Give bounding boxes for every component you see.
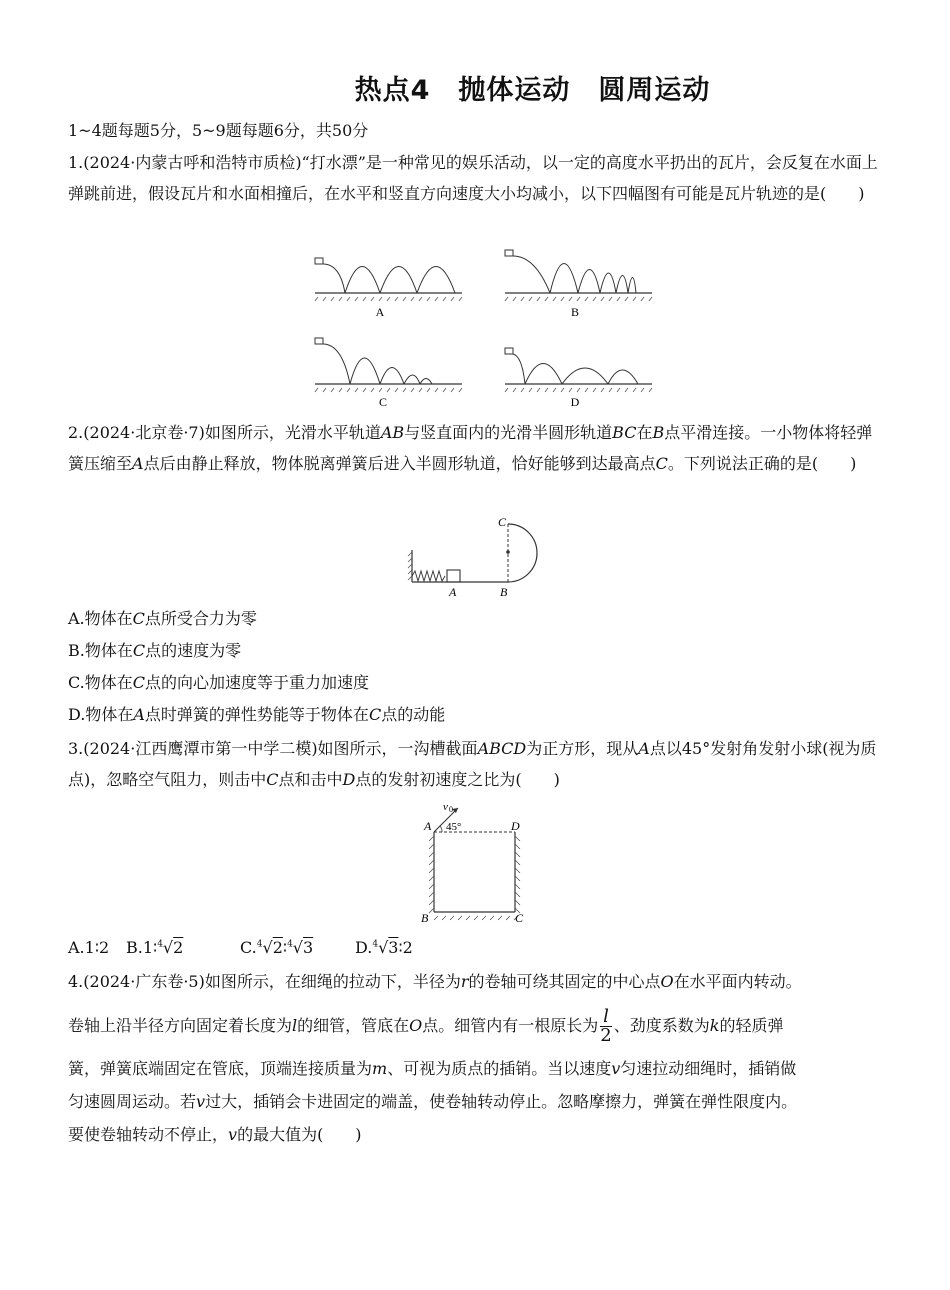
label-c: C — [378, 395, 388, 409]
question-3-option-d: D.$^4$√3∶2 — [355, 938, 413, 957]
label-v0: v — [443, 801, 448, 813]
trajectory-panel-a — [315, 258, 462, 319]
question-4-line-1: 4.(2024·广东卷·5)如图所示，在细绳的拉动下，半径为r的卷轴可绕其固定的中心点O在水平面内转动。 — [68, 972, 802, 991]
page-title: 热点4 抛体运动 圆周运动 — [354, 75, 711, 106]
question-2-figure — [400, 512, 550, 600]
label-point-a: A — [424, 819, 432, 833]
label-point-b: B — [500, 585, 508, 599]
scoring-info: 1~4题每题5分，5~9题每题6分，共50分 — [68, 121, 369, 140]
question-3-option-b: B.1∶$^4$√2 — [126, 938, 184, 957]
question-4-line-4: 匀速圆周运动。若v过大，插销会卡进固定的端盖，使卷轴转动停止。忽略摩擦力，弹簧在弹性限度内。 — [68, 1092, 798, 1111]
question-3-text: 3.(2024·江西鹰潭市第一中学二模)如图所示，一沟槽截面ABCD为正方形，现从A点以45°发射角发射小球(视为质点)，忽略空气阻力，则击中C点和击中D点的发射初速度之比为( ) — [68, 739, 877, 789]
question-4-line-5: 要使卷轴转动不停止，v的最大值为( ) — [68, 1125, 362, 1144]
label-v0-subscript: 0 — [449, 805, 453, 814]
label-angle: 45° — [446, 821, 462, 833]
question-1-text: 1.(2024·内蒙古呼和浩特市质检)“打水漂”是一种常见的娱乐活动，以一定的高度水平扔出的瓦片，会反复在水面上弹跳前进，假设瓦片和水面相撞后，在水平和竖直方向速度大小均减小，以下四幅图有可能是瓦片轨迹的是( ) — [68, 153, 878, 203]
question-2-option-a: A.物体在C点所受合力为零 — [68, 609, 257, 628]
question-2-option-b: B.物体在C点的速度为零 — [68, 641, 242, 660]
label-b: B — [570, 305, 580, 319]
fraction-l-over-2: $\frac{l}{2}$ — [600, 1006, 612, 1046]
question-3-option-c: C.$^4$√2∶$^4$√3 — [240, 938, 314, 957]
label-point-d: D — [511, 819, 520, 833]
label-point-c: C — [498, 515, 507, 529]
label-a: A — [375, 305, 385, 319]
label-point-a: A — [449, 585, 457, 599]
label-d: D — [570, 395, 580, 409]
question-4-line-2: 卷轴上沿半径方向固定着长度为l的细管，管底在O点。细管内有一根原长为 $\frac{l}{2}$ 、劲度系数为k的轻质弹 — [68, 1006, 784, 1046]
label-point-c: C — [515, 911, 524, 925]
question-4-line-3: 簧，弹簧底端固定在管底，顶端连接质量为m、可视为质点的插销。当以速度v匀速拉动细绳时，插销做 — [68, 1059, 797, 1078]
label-point-b: B — [421, 911, 429, 925]
trajectory-panel-c — [315, 338, 462, 409]
question-2-option-d: D.物体在A点时弹簧的弹性势能等于物体在C点的动能 — [68, 705, 446, 724]
question-3-figure — [412, 796, 537, 928]
question-2-option-c: C.物体在C点的向心加速度等于重力加速度 — [68, 673, 370, 692]
trajectory-panel-d — [505, 348, 652, 409]
question-2-text: 2.(2024·北京卷·7)如图所示，光滑水平轨道AB与竖直面内的光滑半圆形轨道BC在B点平滑连接。一小物体将轻弹簧压缩至A点后由静止释放，物体脱离弹簧后进入半圆形轨道，恰好能够到达最高点C。下列说法正确的是( ) — [68, 423, 873, 473]
trajectory-panel-b — [505, 250, 652, 319]
question-1-figure — [300, 248, 670, 413]
question-3-option-a: A.1∶2 — [68, 938, 110, 957]
